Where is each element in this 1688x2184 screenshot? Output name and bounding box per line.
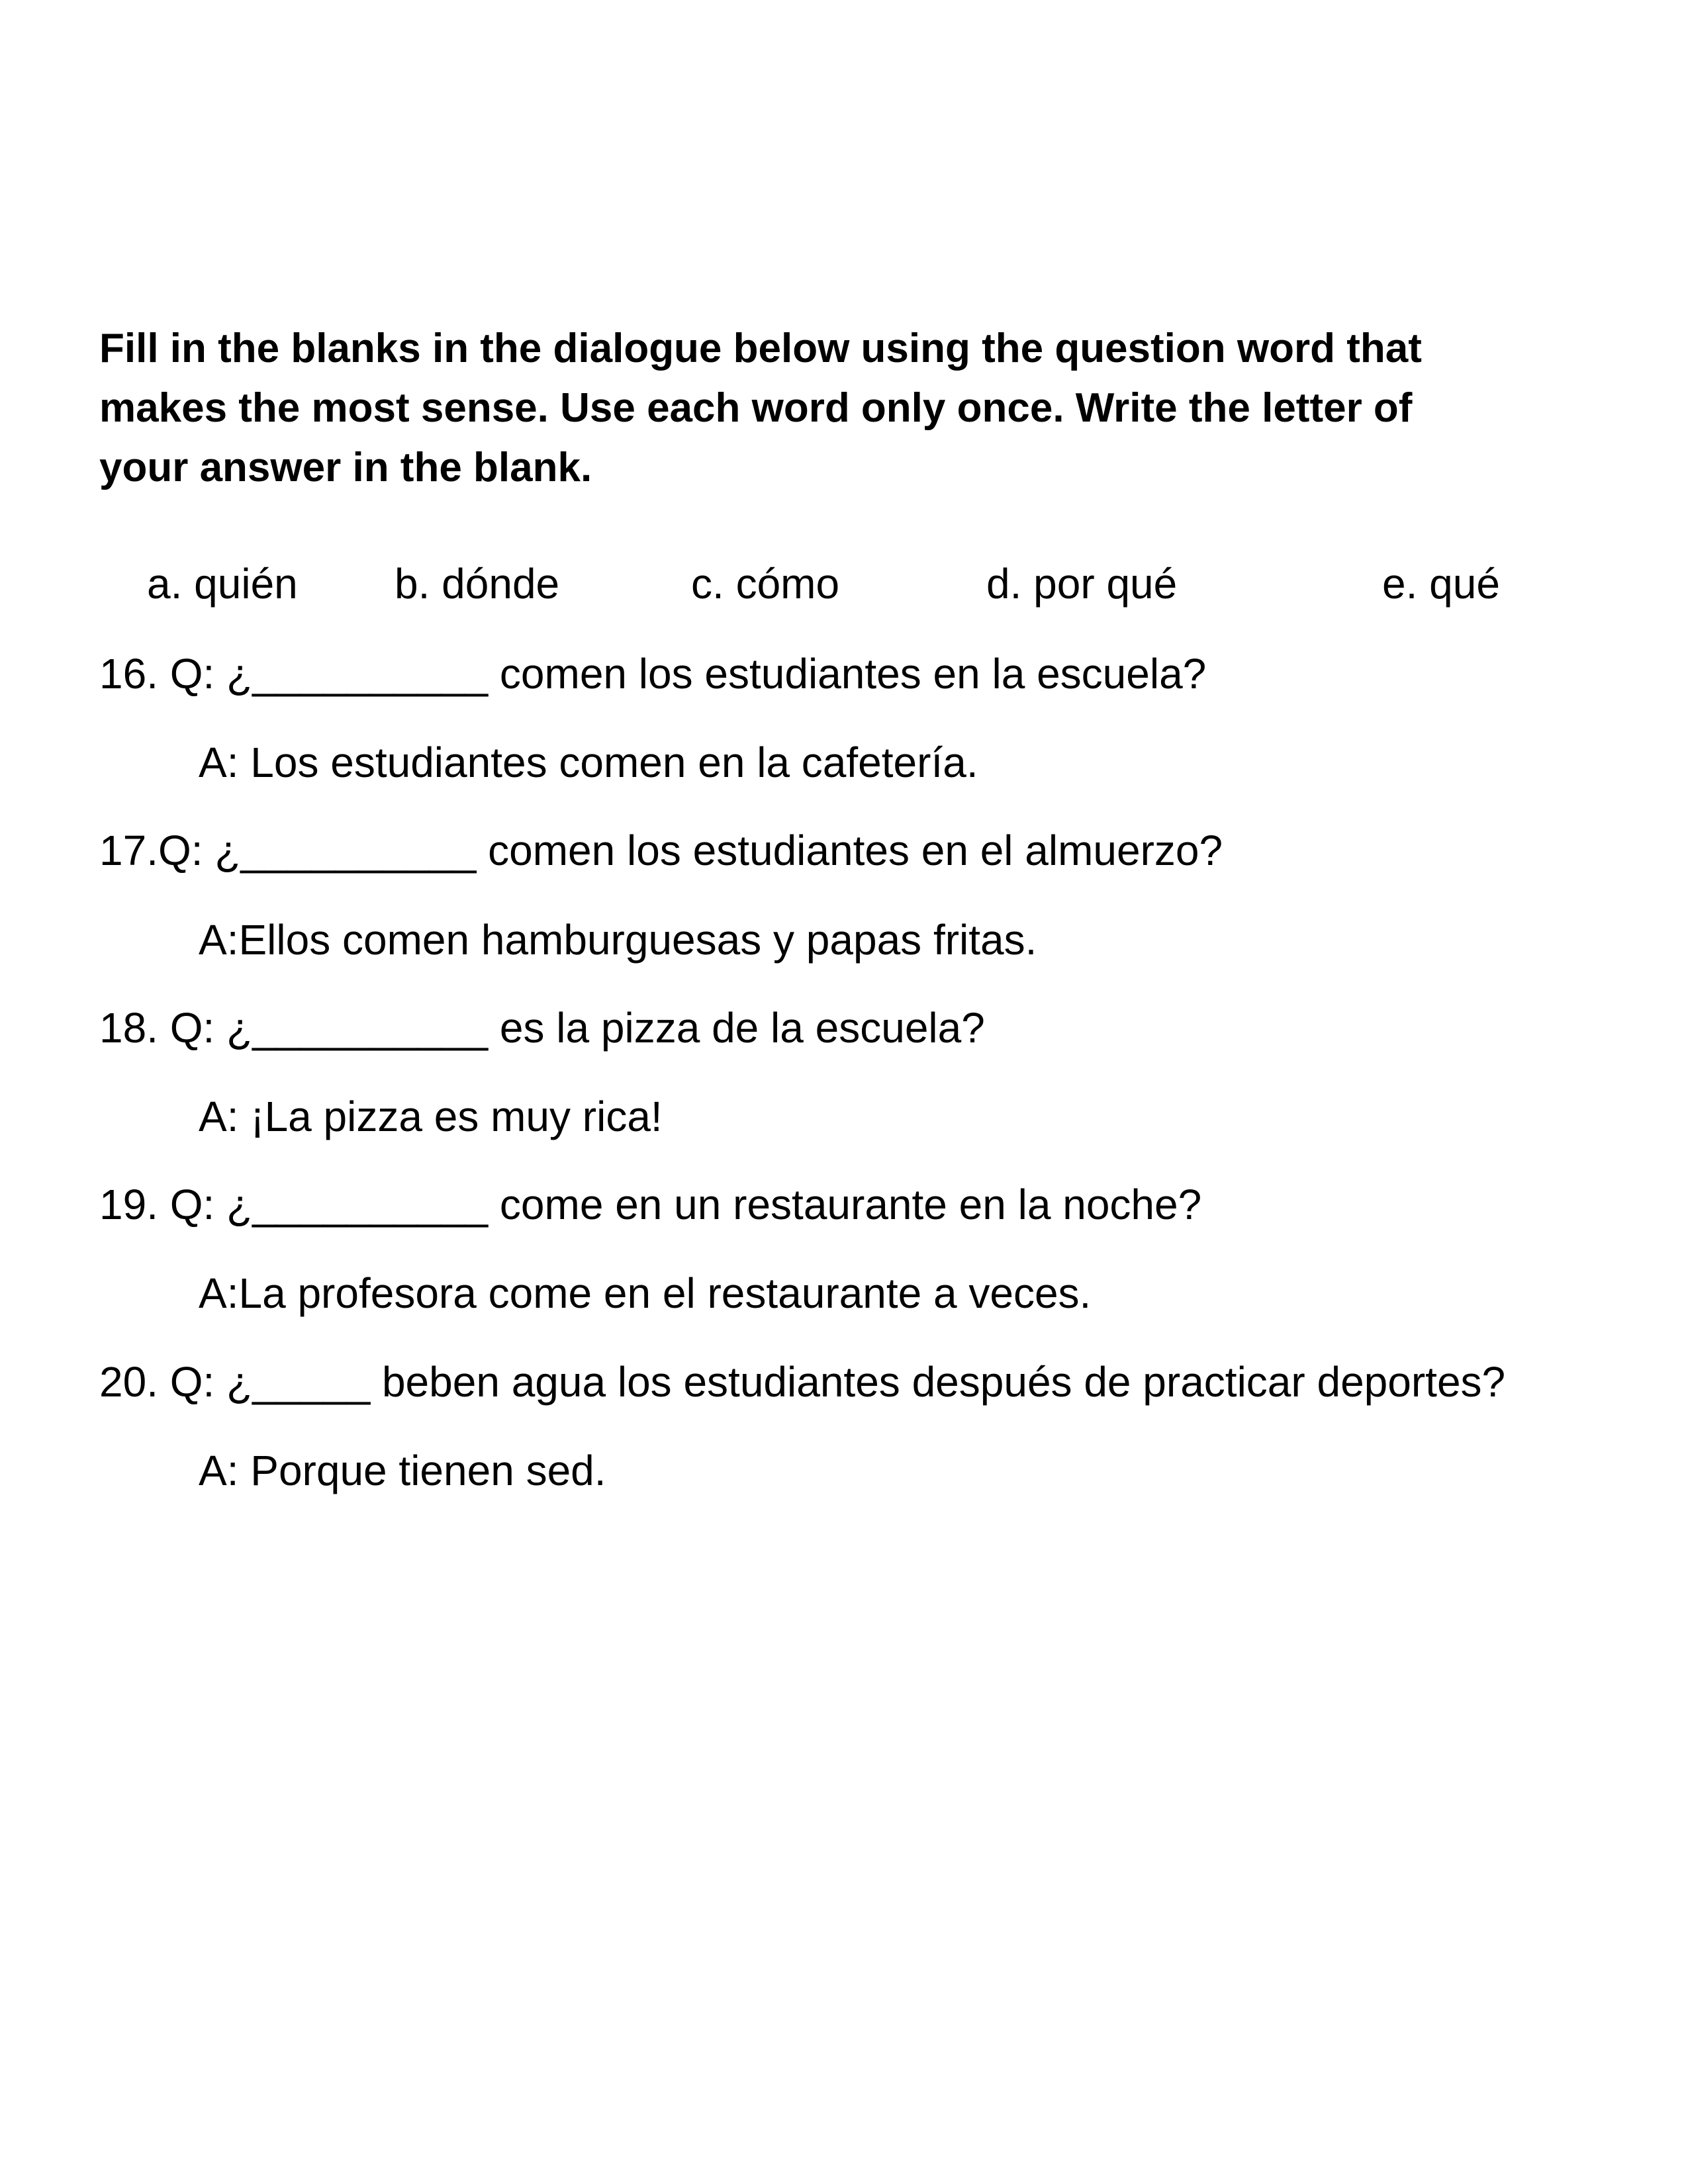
answer-17: A:Ellos comen hamburguesas y papas fritas. [199,916,1037,964]
question-18: 18. Q: ¿__________ es la pizza de la escuela? [99,1004,985,1052]
choice-d: d. por qué [986,560,1178,608]
choice-e: e. qué [1382,560,1500,608]
answer-16: A: Los estudiantes comen en la cafetería. [199,739,978,786]
choice-b: b. dónde [395,560,560,608]
instructions-line-3: your answer in the blank. [99,445,592,490]
question-17: 17.Q: ¿__________ comen los estudiantes en el almuerzo? [99,827,1223,874]
answer-19: A:La profesora come en el restaurante a veces. [199,1269,1092,1317]
choice-a: a. quién [147,560,298,608]
question-20: 20. Q: ¿_____ beben agua los estudiantes después de practicar deportes? [99,1358,1506,1406]
instructions-line-2: makes the most sense. Use each word only once. Write the letter of [99,385,1413,431]
question-19: 19. Q: ¿__________ come en un restaurante en la noche? [99,1181,1202,1228]
question-16: 16. Q: ¿__________ comen los estudiantes en la escuela? [99,650,1207,698]
instructions [99,319,1589,498]
answer-20: A: Porque tienen sed. [199,1447,606,1494]
instructions-line-1: Fill in the blanks in the dialogue below using the question word that [99,326,1422,371]
choice-c: c. cómo [691,560,840,608]
answer-18: A: ¡La pizza es muy rica! [199,1093,663,1140]
